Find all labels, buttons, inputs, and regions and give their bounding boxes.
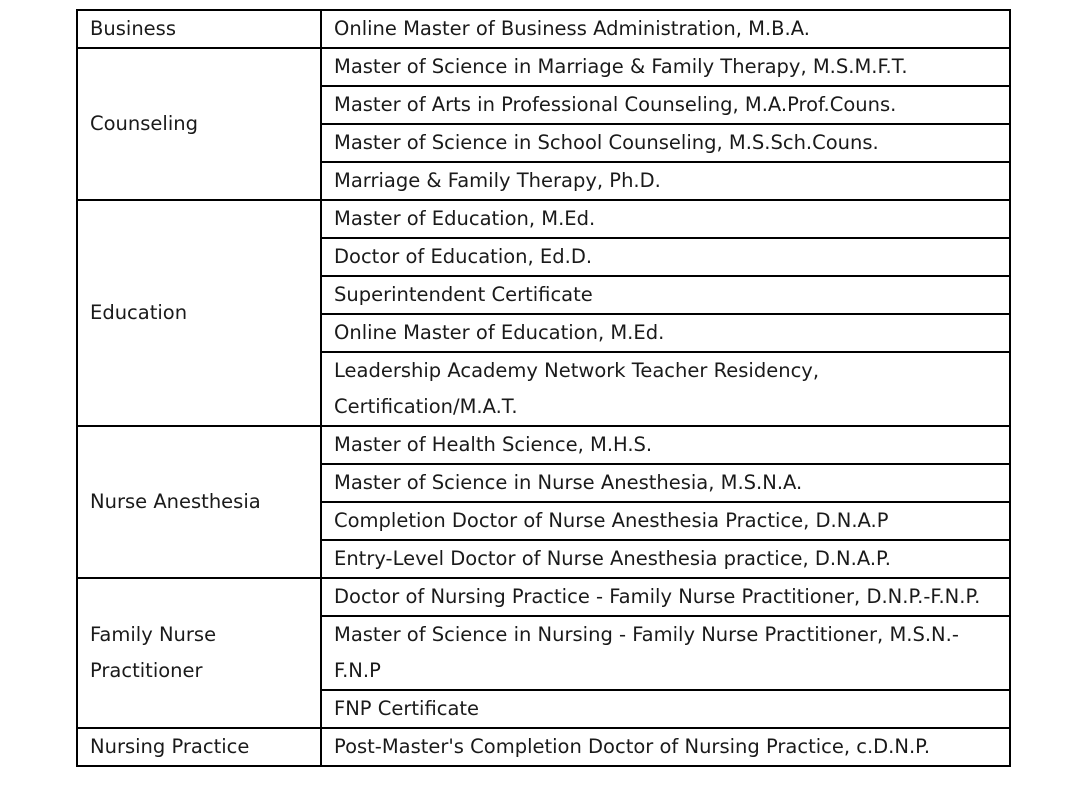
program-cell: Master of Education, M.Ed. xyxy=(321,200,1010,238)
table-row xyxy=(77,200,1010,238)
program-cell: Master of Science in Nursing - Family Nurse Practitioner, M.S.N.-F.N.P xyxy=(321,616,1010,690)
table-row xyxy=(77,10,1010,48)
program-cell: Master of Science in Marriage & Family Therapy, M.S.M.F.T. xyxy=(321,48,1010,86)
table-row xyxy=(77,578,1010,616)
program-cell: Online Master of Business Administration, M.B.A. xyxy=(321,10,1010,48)
area-cell-counseling: Counseling xyxy=(77,48,321,200)
program-cell: FNP Certificate xyxy=(321,690,1010,728)
program-cell: Master of Health Science, M.H.S. xyxy=(321,426,1010,464)
program-cell: Master of Science in Nurse Anesthesia, M.S.N.A. xyxy=(321,464,1010,502)
area-cell-education: Education xyxy=(77,200,321,426)
program-cell: Master of Arts in Professional Counseling, M.A.Prof.Couns. xyxy=(321,86,1010,124)
program-cell: Master of Science in School Counseling, M.S.Sch.Couns. xyxy=(321,124,1010,162)
program-cell: Superintendent Certificate xyxy=(321,276,1010,314)
program-cell: Online Master of Education, M.Ed. xyxy=(321,314,1010,352)
program-cell: Completion Doctor of Nurse Anesthesia Practice, D.N.A.P xyxy=(321,502,1010,540)
program-cell: Leadership Academy Network Teacher Residency, Certification/M.A.T. xyxy=(321,352,1010,426)
table-row xyxy=(77,48,1010,86)
programs-table xyxy=(76,9,1011,767)
program-cell: Entry-Level Doctor of Nurse Anesthesia practice, D.N.A.P. xyxy=(321,540,1010,578)
table-row xyxy=(77,426,1010,464)
area-cell-nursing-practice: Nursing Practice xyxy=(77,728,321,766)
program-cell: Post-Master's Completion Doctor of Nursing Practice, c.D.N.P. xyxy=(321,728,1010,766)
area-cell-family-nurse-practitioner: Family Nurse Practitioner xyxy=(77,578,321,728)
program-cell: Marriage & Family Therapy, Ph.D. xyxy=(321,162,1010,200)
table-row xyxy=(77,728,1010,766)
area-cell-business: Business xyxy=(77,10,321,48)
program-cell: Doctor of Nursing Practice - Family Nurse Practitioner, D.N.P.-F.N.P. xyxy=(321,578,1010,616)
area-cell-nurse-anesthesia: Nurse Anesthesia xyxy=(77,426,321,578)
program-cell: Doctor of Education, Ed.D. xyxy=(321,238,1010,276)
